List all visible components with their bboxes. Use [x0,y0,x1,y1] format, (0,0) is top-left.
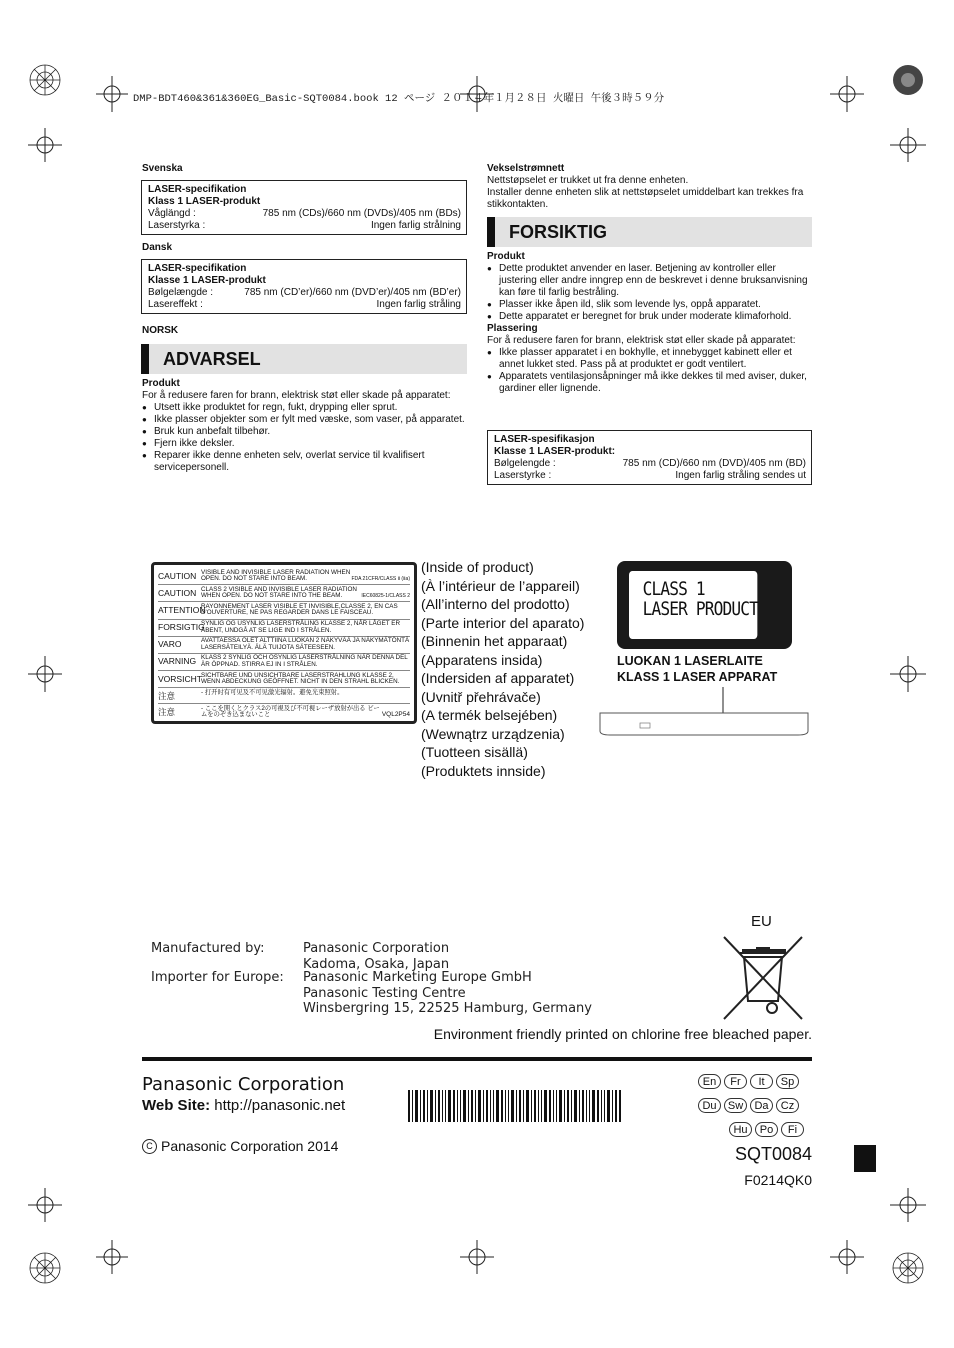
list-item: (All’interno del prodotto) [421,596,570,612]
caution-text: - 打开时有可见及不可见激光辐射。避免光束照射。 [201,688,344,696]
caution-row [158,654,410,671]
vekselstromnett-line2: Installer denne enheten slik at nettstøpselet umiddelbart kan trekkes fra stikkontakten. [487,187,804,210]
norsk-produkt-heading: Produkt [142,378,180,389]
list-item: ● Reparer ikke denne enheten selv, overlat service til kvalifisert servicepersonell. [142,450,467,474]
caution-key: 注意 [158,706,176,717]
caution-text: KLASS 2 SYNLIG OCH OSYNLIG LASERSTRÅLNING NÄR DENNA DEL ÄR ÖPPNAD. STIRRA EJ IN I STRÅLEN. [201,654,408,669]
language-codes [698,1072,807,1138]
class1-line2: LASER PRODUCT [642,598,758,620]
list-item: (Binnenin het apparaat) [421,633,568,649]
forsiktig-produkt-heading: Produkt [487,251,525,262]
caution-key: CAUTION [158,587,197,598]
class1-laser-label [617,561,792,649]
class1-line1: CLASS 1 [642,578,705,600]
manufactured-label: Manufactured by: [151,941,265,956]
list-item: (Wewnątrz urządzenia) [421,725,565,742]
language-badge: Fi [781,1122,804,1137]
list-item: ● Ikke plasser objekter som er fylt med væske, som vaser, på apparatet. [142,414,467,426]
list-item: ● Bruk kun anbefalt tilbehør. [142,426,467,438]
forsiktig-section [487,251,812,395]
website-line [142,1097,345,1114]
file-header-line: DMP-BDT460&361&360EG_Basic-SQT0084.book 12 ページ ２０１４年１月２８日 火曜日 午後３時５９分 [133,93,665,105]
svenska-r1-key: Våglängd : [148,208,196,219]
barcode [408,1090,621,1122]
caution-row [158,704,410,720]
caution-row [158,568,410,585]
class1-subtext [617,653,777,685]
caution-row [158,602,410,619]
svenska-box-title2: Klass 1 LASER-produkt [148,196,261,207]
norsk-box-title1: LASER-spesifikasjon [494,434,595,445]
language-badge: Da [750,1098,773,1113]
norsk-produkt-bullets [142,402,467,474]
manufactured-block [303,941,449,972]
caution-note: FDA 21CFR/CLASS Ⅱ (Ⅱa) [351,576,410,583]
caution-text: SYNLIG OG USYNLIG LASERSTRÅLING KLASSE 2, NÅR LÅGET ER ÅBENT, UNDGÅ AT SE LIGE IND I STRÅLEN. [201,620,401,634]
page-edge-tab [854,1145,876,1172]
caution-row [158,620,410,637]
norsk-r2-key: Laserstyrke : [494,470,552,481]
list-item: (A termék belsejében) [421,707,558,723]
vekselstromnett-heading: Vekselstrømnett [487,163,565,174]
caution-text: VISIBLE AND INVISIBLE LASER RADIATION WHEN OPEN. DO NOT STARE INTO BEAM. [201,568,351,583]
list-item: ● Dette apparatet er beregnet for bruk under moderate klimaforhold. [487,311,812,323]
norsk-produkt-section [142,378,467,474]
class1-label-inner [629,571,757,639]
caution-key: VARNING [158,656,197,667]
caution-key: FORSIGTIG [158,622,205,633]
caution-key: 注意 [158,690,176,701]
class1-sub1: LUOKAN 1 LASERLAITE [617,654,763,668]
list-item: (Indersiden af apparatet) [421,670,575,686]
language-badge: Po [755,1122,778,1137]
list-item: ● Ikke plasser apparatet i en bokhylle, et innebygget kabinett eller et annet lukket sted. Pass på at produktet er godt ventilert. [487,347,812,371]
norsk-r2-value: Ingen farlig stråling sendes ut [675,470,806,481]
norsk-heading: NORSK [142,325,179,336]
list-item: (Inside of product) [421,559,534,575]
svenska-r2-key: Laserstyrka : [148,220,206,231]
svenska-box-title1: LASER-specifikation [148,184,247,195]
list-item: ● Plasser ikke åpen ild, slik som levende lys, oppå apparatet. [487,299,812,311]
caution-key: VORSICHT [158,673,202,684]
norsk-produkt-intro: For å redusere faren for brann, elektrisk støt eller skade på apparatet: [142,390,451,401]
class1-sub2: KLASS 1 LASER APPARAT [617,670,778,684]
advarsel-banner [141,344,467,374]
language-badge: Fr [724,1074,747,1089]
caution-text: - ここを開くとクラス2の可視及び不可視レーザ放射が出る ビームをのぞき込まないこと [201,704,380,719]
dansk-r2-key: Lasereffekt : [148,299,203,310]
dansk-box-title1: LASER-specifikation [148,263,247,274]
dansk-r2-value: Ingen farlig stråling [376,299,461,310]
language-badge: It [750,1074,773,1089]
inside-of-product-list [421,558,584,780]
vekselstromnett-section [487,163,812,211]
list-item: ● Utsett ikke produktet for regn, fukt, drypping eller sprut. [142,402,467,414]
language-badge: En [698,1074,721,1089]
norsk-r1-key: Bølgelengde : [494,458,556,469]
language-badge: Hu [729,1122,752,1137]
list-item: (Uvnitř přehrávače) [421,688,541,705]
environment-note: Environment friendly printed on chlorine free bleached paper. [433,1026,812,1042]
list-item: (Apparatens insida) [421,651,543,668]
language-row [698,1120,807,1138]
caution-note: IEC60825-1/CLASS 2 [361,593,410,600]
company-name: Panasonic Corporation [142,1074,345,1095]
advarsel-title: ADVARSEL [163,348,261,369]
eu-label: EU [751,913,772,930]
footer-divider [142,1057,812,1061]
banner-bar [141,344,149,374]
list-item: ● Apparatets ventilasjonsåpninger må ikke dekkes til med aviser, duker, gardiner eller lignende. [487,371,812,395]
importer-label: Importer for Europe: [151,970,284,985]
website-label: Web Site: [142,1097,211,1114]
list-item: (Tuotteen sisällä) [421,744,528,760]
forsiktig-produkt-bullets [487,263,812,323]
caution-key: CAUTION [158,570,197,581]
list-item: ● Dette produktet anvender en laser. Betjening av kontroller eller justering eller andre inngrep enn de beskrevet i denne bruksanvisning kan føre til farlig bestråling. [487,263,812,299]
dansk-r1-value: 785 nm (CD’er)/660 nm (DVD’er)/405 nm (BD’er) [244,287,461,298]
weee-bin-icon [722,935,804,1021]
importer-value1: Panasonic Marketing Europe GmbH [303,970,532,985]
language-badge: Sw [724,1098,747,1113]
caution-key: ATTENTION [158,604,206,615]
caution-text: AVATTAESSA OLET ALTTIINA LUOKAN 2 NÄKYVÄÄ JA NÄKYMÄTÖNTÄ LASERSÄTEILYÄ. ÄLÄ TUIJOTA SÄTEESEEN. [201,637,410,651]
svenska-r2-value: Ingen farlig strålning [370,220,461,231]
player-illustration [598,685,810,739]
language-row [698,1072,807,1090]
plassering-heading: Plassering [487,323,538,334]
caution-text: CLASS 2 VISIBLE AND INVISIBLE LASER RADIATION WHEN OPEN. DO NOT STARE INTO THE BEAM. [201,585,357,600]
banner-bar [487,217,495,247]
importer-value3: Winsbergring 15, 22525 Hamburg, Germany [303,1001,592,1016]
caution-text: RAYONNEMENT LASER VISIBLE ET INVISIBLE,CLASSE 2, EN CAS D'OUVERTURE, NE PAS REGARDER DANS LE FAISCEAU. [201,602,398,617]
dansk-heading: Dansk [142,242,173,253]
language-badge: Sp [776,1074,799,1089]
print-code: F0214QK0 [744,1172,812,1188]
dansk-r1-key: Bølgelængde : [148,287,214,298]
plassering-bullets [487,347,812,395]
svenska-laser-spec-box [141,180,467,235]
list-item: (Parte interior del aparato) [421,614,585,631]
caution-row [158,671,410,688]
caution-row [158,585,410,602]
forsiktig-title: FORSIKTIG [509,221,607,242]
language-badge: Du [698,1098,721,1113]
caution-label [151,562,417,724]
plassering-intro: For å redusere faren for brann, elektrisk støt eller skade på apparatet: [487,335,796,346]
manufactured-value2: Kadoma, Osaka, Japan [303,956,450,972]
dansk-laser-spec-box [141,259,467,314]
language-badge: Cz [776,1098,799,1113]
caution-row [158,637,410,654]
copyright-line [142,1138,338,1154]
list-item: ● Fjern ikke deksler. [142,438,467,450]
caution-note: VQL2P54 [381,711,410,719]
list-item: (Produktets innside) [421,762,546,779]
copyright-icon: C [142,1139,157,1154]
website-url[interactable]: http://panasonic.net [214,1097,346,1114]
caution-text: SICHTBARE UND UNSICHTBARE LASERSTRAHLUNG KLASSE 2, WENN ABDECKUNG GEÖFFNET. NICHT IN DEN STRAHL BLICKEN. [201,671,400,686]
norsk-r1-value: 785 nm (CD)/660 nm (DVD)/405 nm (BD) [622,458,806,469]
importer-value2: Panasonic Testing Centre [303,985,466,1001]
dansk-box-title2: Klasse 1 LASER-produkt [148,275,266,286]
copyright-text: Panasonic Corporation 2014 [161,1138,339,1154]
svenska-heading: Svenska [142,163,183,174]
caution-key: VARO [158,639,182,650]
language-row [698,1096,807,1114]
norsk-box-title2: Klasse 1 LASER-produkt: [494,446,616,457]
svenska-r1-value: 785 nm (CDs)/660 nm (DVDs)/405 nm (BDs) [262,208,461,219]
importer-block [303,970,592,1017]
list-item: (À l’intérieur de l’appareil) [421,577,580,594]
caution-row [158,688,410,704]
norsk-laser-spec-box [487,430,812,485]
manufactured-value1: Panasonic Corporation [303,941,450,956]
model-code: SQT0084 [734,1144,812,1164]
vekselstromnett-line1: Nettstøpselet er trukket ut fra denne enheten. [487,175,689,186]
forsiktig-banner [487,217,812,247]
